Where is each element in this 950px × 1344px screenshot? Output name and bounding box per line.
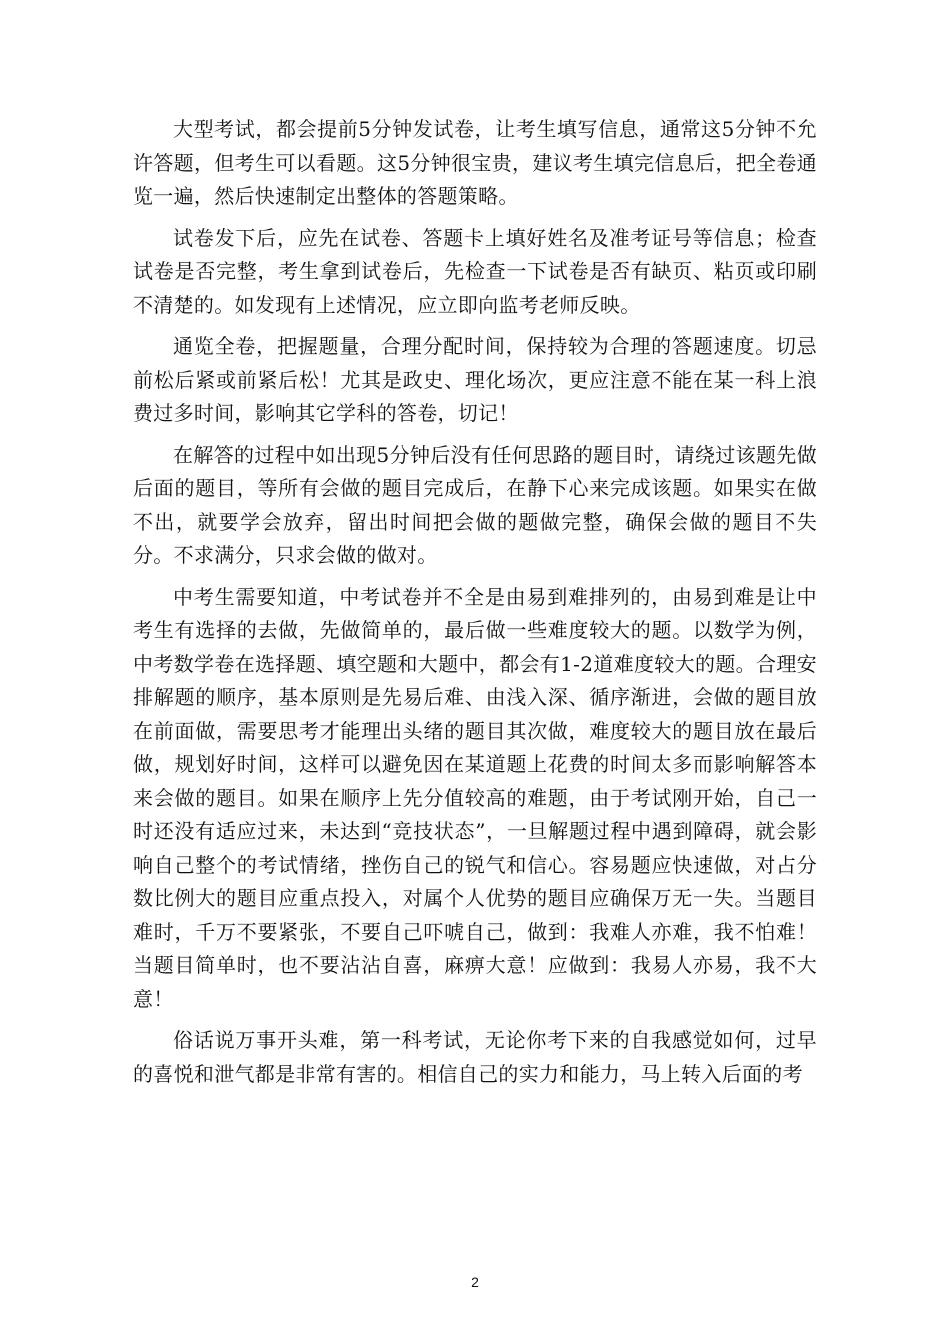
paragraph-5: 中考生需要知道，中考试卷并不全是由易到难排列的，由易到难是让中考生有选择的去做，先做简单的，最后做一些难度较大的题。以数学为例，中考数学卷在选择题、填空题和大题中，都会有1-2道难度较大的题。合理安排解题的顺序，基本原则是先易后难、由浅入深、循序渐进，会做的题目放在前面做，需要思考才能理出头绪的题目其次做，难度较大的题目放在最后做，规划好时间，这样可以避免因在某道题上花费的时间太多而影响解答本来会做的题目。如果在顺序上先分值较高的难题，由于考试刚开始，自己一时还没有适应过来，未达到“竞技状态”，一旦解题过程中遇到障碍，就会影响自己整个的考试情绪，挫伤自己的锐气和信心。容易题应快速做，对占分数比例大的题目应重点投入，对属个人优势的题目应确保万无一失。当题目难时，千万不要紧张，不要自己吓唬自己，做到：我难人亦难，我不怕难！当题目简单时，也不要沾沾自喜，麻痹大意！应做到：我易人亦易，我不大意！ bbox=[133, 584, 817, 1011]
paragraph-1: 大型考试，都会提前5分钟发试卷，让考生填写信息，通常这5分钟不允许答题，但考生可以看题。这5分钟很宝贵，建议考生填完信息后，把全卷通览一遍，然后快速制定出整体的答题策略。 bbox=[133, 117, 817, 208]
paragraph-4: 在解答的过程中如出现5分钟后没有任何思路的题目时，请绕过该题先做后面的题目，等所有会做的题目完成后，在静下心来完成该题。如果实在做不出，就要学会放弃，留出时间把会做的题做完整，确保会做的题目不失分。不求满分，只求会做的做对。 bbox=[133, 442, 817, 567]
paragraph-3: 通览全卷，把握题量，合理分配时间，保持较为合理的答题速度。切忌前松后紧或前紧后松！尤其是政史、理化场次，更应注意不能在某一科上浪费过多时间，影响其它学科的答卷，切记！ bbox=[133, 334, 817, 425]
paragraph-2: 试卷发下后，应先在试卷、答题卡上填好姓名及准考证号等信息；检查试卷是否完整，考生拿到试卷后，先检查一下试卷是否有缺页、粘页或印刷不清楚的。如发现有上述情况，应立即向监考老师反映。 bbox=[133, 225, 817, 317]
page-number: 2 bbox=[471, 1274, 479, 1290]
paragraph-6: 俗话说万事开头难，第一科考试，无论你考下来的自我感觉如何，过早的喜悦和泄气都是非常有害的。相信自己的实力和能力，马上转入后面的考 bbox=[133, 1028, 817, 1086]
document-body bbox=[133, 113, 817, 1099]
